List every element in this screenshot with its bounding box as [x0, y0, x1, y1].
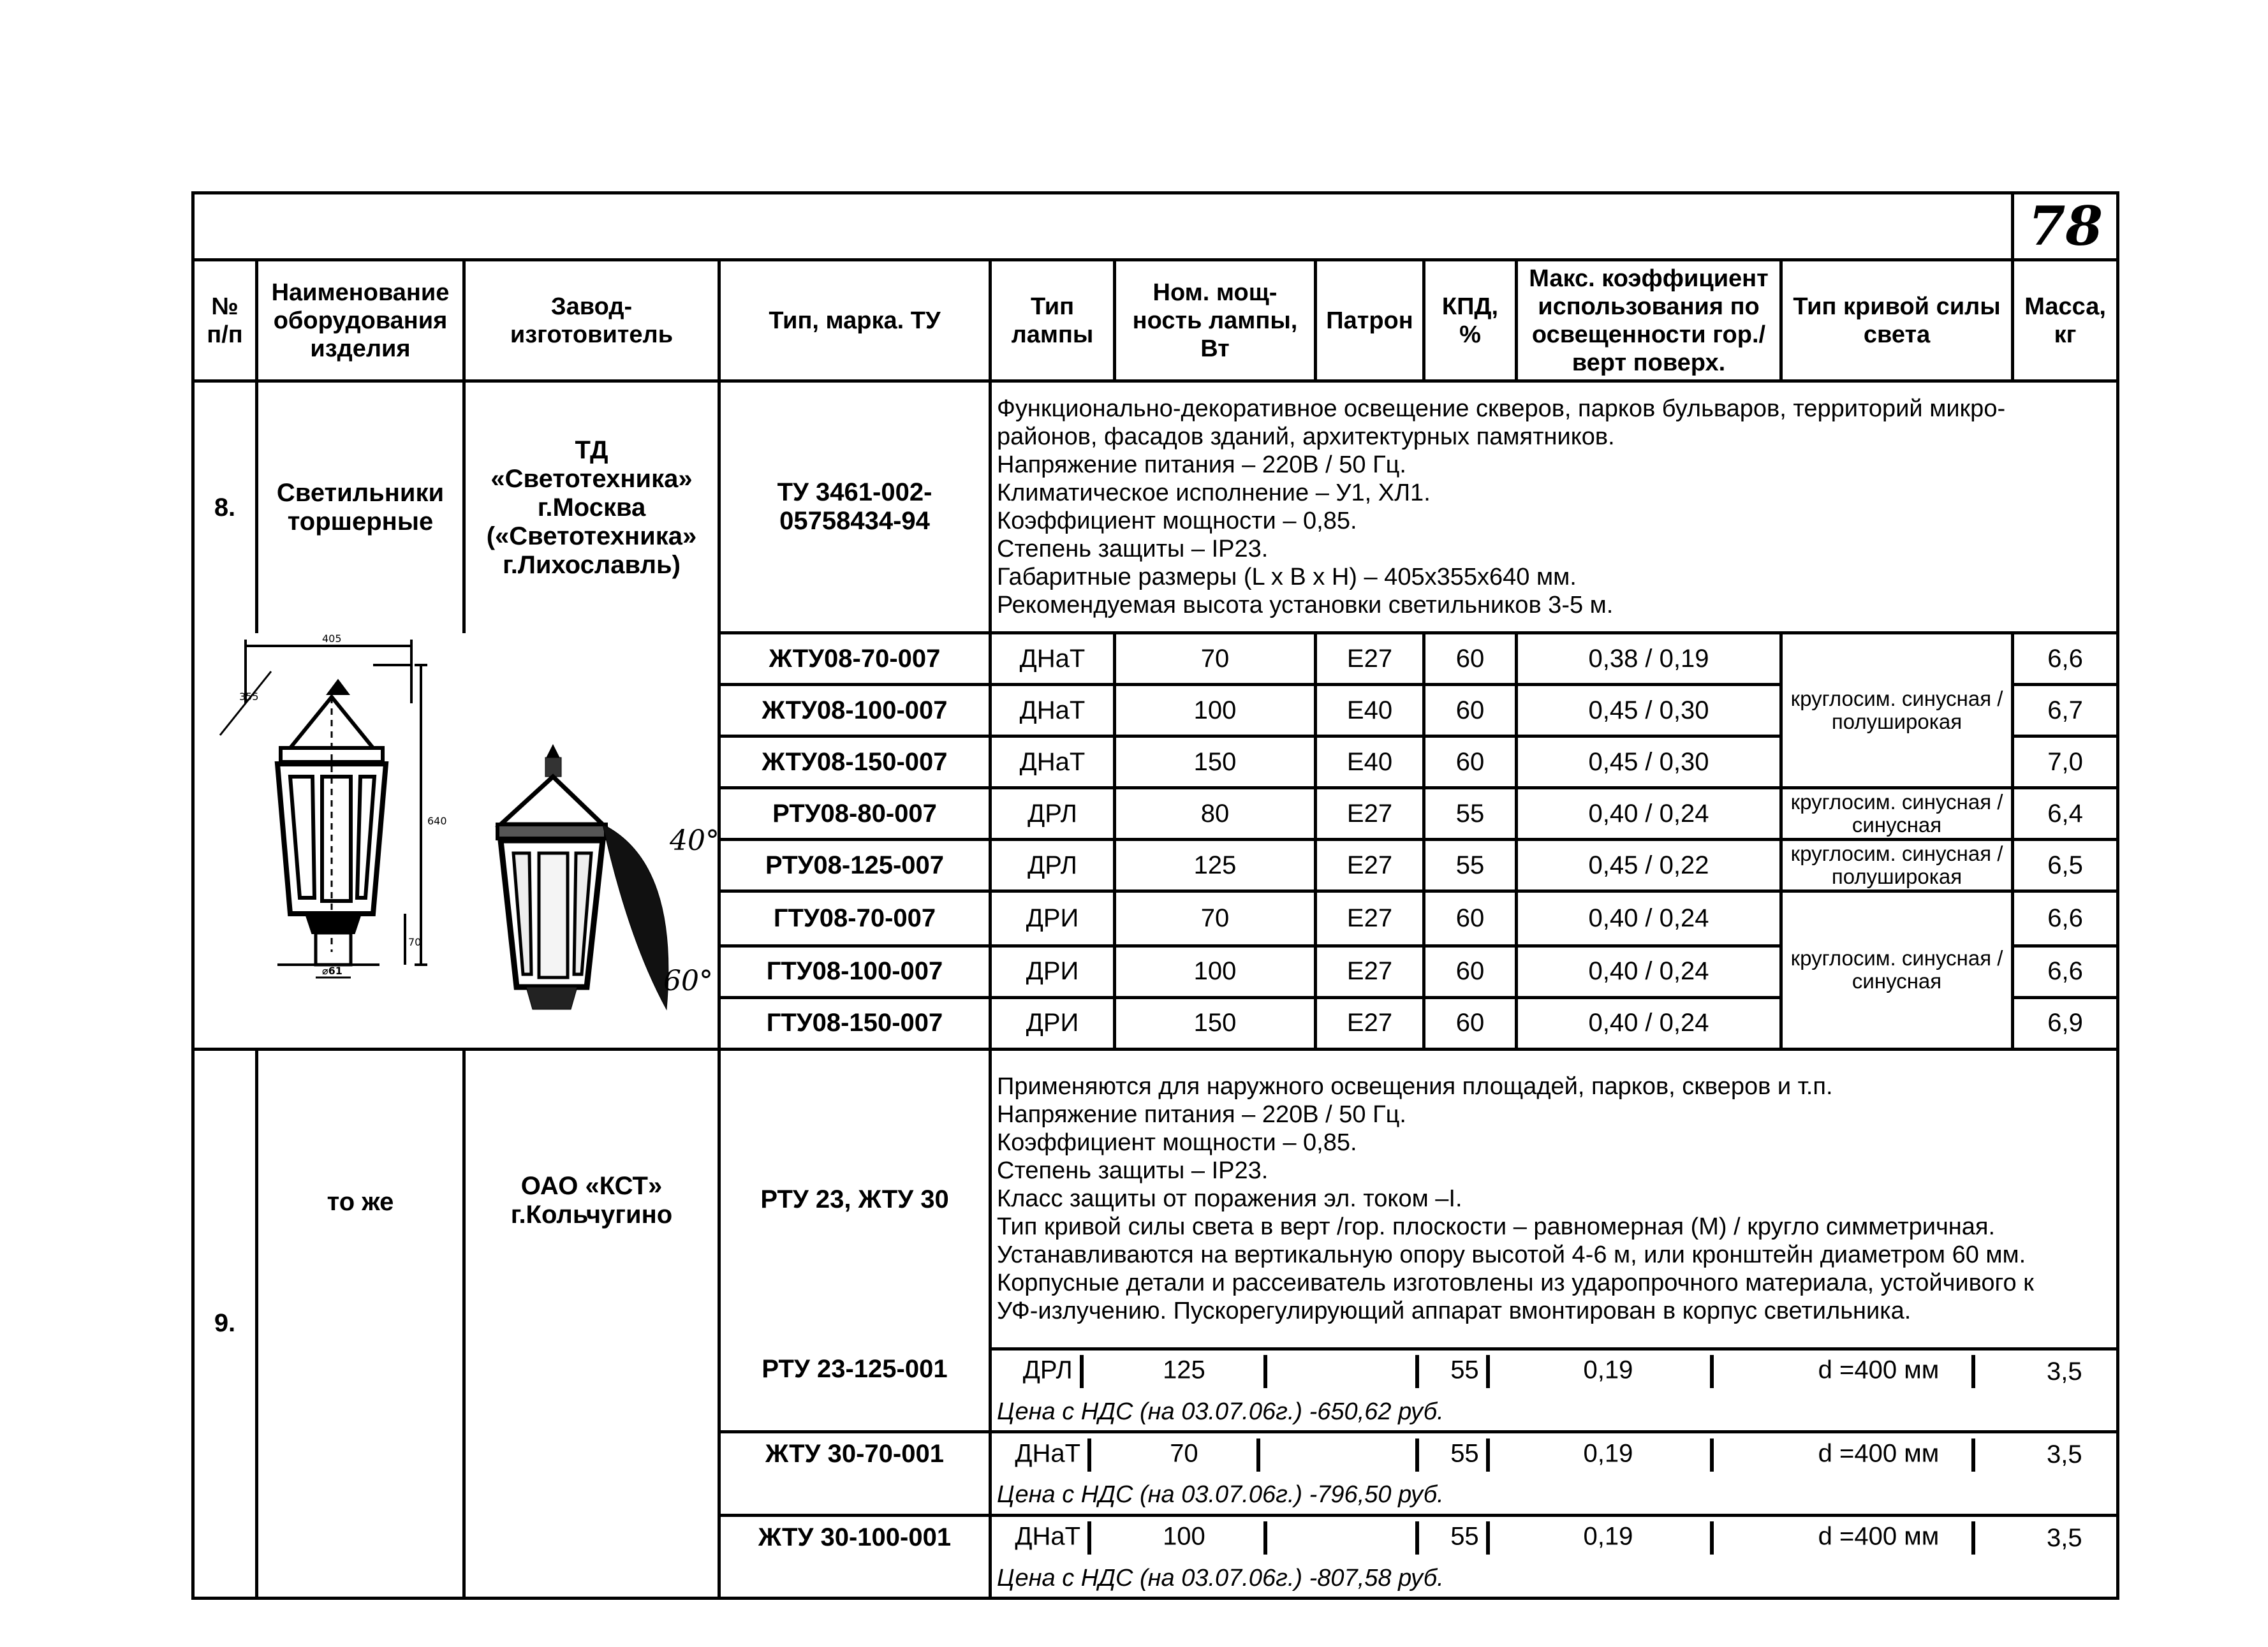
header-maker: Завод-изготовитель — [464, 260, 719, 381]
coef-cell: 0,19 — [1517, 1349, 1781, 1393]
kpd-cell: 55 — [1424, 840, 1517, 891]
lamp-cell: ДРЛ — [990, 1349, 1115, 1393]
header-lamp-type: Тип лампы — [990, 260, 1115, 381]
model-cell: ГТУ08-150-007 — [719, 997, 990, 1049]
page-number: 78 — [2028, 194, 2103, 258]
model-cell: РТУ 23-125-001 — [719, 1349, 990, 1432]
model-cell: ЖТУ 30-70-001 — [719, 1432, 990, 1516]
lamp-cell: ДРИ — [990, 946, 1115, 997]
dim-diameter-label: ⌀61 — [322, 964, 342, 977]
curve-cell: круглосим. синусная / синусная — [1781, 891, 2013, 1050]
description-line: Степень защиты – IP23. — [997, 536, 1269, 562]
dim-base-label: 70 — [408, 935, 422, 948]
section9-name: то же — [257, 1049, 464, 1599]
kpd-cell: 60 — [1424, 633, 1517, 685]
model-cell: РТУ08-125-007 — [719, 840, 990, 891]
curve-cell: d =400 мм — [1781, 1515, 2013, 1560]
model-cell: ГТУ08-70-007 — [719, 891, 990, 946]
mass-cell: 3,5 — [2013, 1515, 2118, 1560]
header-number: № п/п — [193, 260, 257, 381]
angle-bottom-label: 60° — [663, 964, 713, 997]
power-cell: 100 — [1115, 1515, 1316, 1560]
coef-cell: 0,38 / 0,19 — [1517, 633, 1781, 685]
kpd-cell: 55 — [1424, 1349, 1517, 1393]
socket-cell: Е27 — [1316, 997, 1424, 1049]
header-kpd: КПД, % — [1424, 260, 1517, 381]
kpd-cell: 60 — [1424, 685, 1517, 736]
socket-cell: Е27 — [1316, 946, 1424, 997]
header-type: Тип, марка. ТУ — [719, 260, 990, 381]
kpd-cell: 55 — [1424, 1432, 1517, 1477]
luminaire-photo — [497, 745, 668, 1009]
lamp-cell: ДНаТ — [990, 736, 1115, 788]
angle-top-label: 40° — [670, 824, 719, 857]
section8-maker: ТД «Светотехника» г.Москва («Светотехника» г.Лихославль) — [464, 381, 719, 633]
header-power: Ном. мощ-ность лампы, Вт — [1115, 260, 1316, 381]
model-cell: ГТУ08-100-007 — [719, 946, 990, 997]
power-cell: 125 — [1115, 840, 1316, 891]
coef-cell: 0,45 / 0,30 — [1517, 685, 1781, 736]
section8-name: Светильники торшерные — [257, 381, 464, 633]
mass-cell: 3,5 — [2013, 1432, 2118, 1477]
luminaire-drawing-svg — [195, 633, 721, 1041]
kpd-cell: 55 — [1424, 1515, 1517, 1560]
model-cell: РТУ08-80-007 — [719, 788, 990, 840]
socket-cell — [1316, 1432, 1424, 1477]
description-line: Тип кривой силы света в верт /гор. плоскости – равномерная (М) / кругло симметричная. — [997, 1213, 1996, 1240]
lamp-cell: ДНаТ — [990, 1432, 1115, 1477]
power-cell: 125 — [1115, 1349, 1316, 1393]
lamp-cell: ДНаТ — [990, 633, 1115, 685]
socket-cell: Е40 — [1316, 685, 1424, 736]
kpd-cell: 60 — [1424, 736, 1517, 788]
model-cell: ЖТУ08-70-007 — [719, 633, 990, 685]
column-headers — [193, 260, 2118, 381]
kpd-cell: 60 — [1424, 997, 1517, 1049]
socket-cell: Е27 — [1316, 633, 1424, 685]
curve-cell: d =400 мм — [1781, 1432, 2013, 1477]
socket-cell: Е27 — [1316, 840, 1424, 891]
description-line: Напряжение питания – 220В / 50 Гц. — [997, 1101, 1406, 1128]
section9-number: 9. — [193, 1049, 257, 1599]
price-text: Цена с НДС (на 03.07.06г.) -796,50 руб. — [990, 1477, 2118, 1516]
socket-cell: Е27 — [1316, 891, 1424, 946]
socket-cell: Е40 — [1316, 736, 1424, 788]
model-cell: ЖТУ 30-100-001 — [719, 1515, 990, 1599]
kpd-cell: 55 — [1424, 788, 1517, 840]
power-cell: 150 — [1115, 997, 1316, 1049]
luminaire-drawings — [193, 633, 719, 1050]
kpd-cell: 60 — [1424, 891, 1517, 946]
coef-cell: 0,40 / 0,24 — [1517, 891, 1781, 946]
lamp-cell: ДРИ — [990, 891, 1115, 946]
price-text: Цена с НДС (на 03.07.06г.) -807,58 руб. — [990, 1560, 2118, 1599]
kpd-cell: 60 — [1424, 946, 1517, 997]
dim-width-label: 405 — [322, 633, 342, 645]
description-line: Габаритные размеры (L x B x H) – 405x355x640 мм. — [997, 564, 1577, 590]
coef-cell: 0,19 — [1517, 1432, 1781, 1477]
price-text: Цена с НДС (на 03.07.06г.) -650,62 руб. — [990, 1393, 2118, 1432]
description-line: Устанавливаются на вертикальную опору высотой 4-6 м, или кронштейн диаметром 60 мм. — [997, 1241, 2026, 1268]
section9-maker: ОАО «КСТ» г.Кольчугино — [464, 1049, 719, 1599]
description-line: Применяются для наружного освещения площадей, парков, скверов и т.п. — [997, 1073, 1833, 1100]
curve-cell: круглосим. синусная / полуширокая — [1781, 840, 2013, 891]
socket-cell — [1316, 1515, 1424, 1560]
description-line: УФ-излучению. Пускорегулирующий аппарат вмонтирован в корпус светильника. — [997, 1298, 1911, 1324]
section8-number: 8. — [193, 381, 257, 633]
section9-description — [990, 1049, 2118, 1349]
description-line: Коэффициент мощности – 0,85. — [997, 1129, 1357, 1156]
mass-cell: 6,6 — [2013, 946, 2118, 997]
table-row — [193, 633, 2118, 685]
header-socket: Патрон — [1316, 260, 1424, 381]
curve-cell: круглосим. синусная / полуширокая — [1781, 633, 2013, 788]
description-line: Климатическое исполнение – У1, ХЛ1. — [997, 479, 1431, 506]
power-cell: 150 — [1115, 736, 1316, 788]
section8-description — [990, 381, 2118, 633]
header-mass: Масса, кг — [2013, 260, 2118, 381]
model-cell: ЖТУ08-100-007 — [719, 685, 990, 736]
mass-cell: 7,0 — [2013, 736, 2118, 788]
curve-cell: круглосим. синусная / синусная — [1781, 788, 2013, 840]
section9-description-row — [193, 1049, 2118, 1349]
lamp-cell: ДРИ — [990, 997, 1115, 1049]
coef-cell: 0,40 / 0,24 — [1517, 946, 1781, 997]
coef-cell: 0,19 — [1517, 1515, 1781, 1560]
coef-cell: 0,40 / 0,24 — [1517, 788, 1781, 840]
description-line: Напряжение питания – 220В / 50 Гц. — [997, 451, 1406, 478]
mass-cell: 6,4 — [2013, 788, 2118, 840]
header-max-coefficient: Макс. коэффициент использования по освещенности гор./верт поверх. — [1517, 260, 1781, 381]
description-line: районов, фасадов зданий, архитектурных памятников. — [997, 423, 1615, 450]
description-line: Функционально-декоративное освещение скверов, парков бульваров, территорий микро- — [997, 395, 2006, 422]
socket-cell — [1316, 1349, 1424, 1393]
coef-cell: 0,45 / 0,30 — [1517, 736, 1781, 788]
power-cell: 100 — [1115, 685, 1316, 736]
description-line: Рекомендуемая высота установки светильников 3-5 м. — [997, 592, 1614, 619]
power-cell: 70 — [1115, 1432, 1316, 1477]
description-line: Степень защиты – IP23. — [997, 1157, 1269, 1184]
header-light-curve: Тип кривой силы света — [1781, 260, 2013, 381]
socket-cell: Е27 — [1316, 788, 1424, 840]
section9-tu: РТУ 23, ЖТУ 30 — [719, 1049, 990, 1349]
power-cell: 100 — [1115, 946, 1316, 997]
power-cell: 70 — [1115, 891, 1316, 946]
equipment-table — [191, 191, 2119, 1600]
curve-cell: d =400 мм — [1781, 1349, 2013, 1393]
mass-cell: 3,5 — [2013, 1349, 2118, 1393]
section8-description-row — [193, 381, 2118, 633]
lamp-cell: ДНаТ — [990, 1515, 1115, 1560]
power-cell: 70 — [1115, 633, 1316, 685]
description-line: Коэффициент мощности – 0,85. — [997, 508, 1357, 534]
coef-cell: 0,40 / 0,24 — [1517, 997, 1781, 1049]
description-line: Корпусные детали и рассеиватель изготовлены из ударопрочного материала, устойчивого к — [997, 1270, 2034, 1296]
coef-cell: 0,45 / 0,22 — [1517, 840, 1781, 891]
dim-height-label: 640 — [427, 814, 447, 827]
mass-cell: 6,7 — [2013, 685, 2118, 736]
lamp-cell: ДНаТ — [990, 685, 1115, 736]
lamp-cell: ДРЛ — [990, 840, 1115, 891]
power-cell: 80 — [1115, 788, 1316, 840]
mass-cell: 6,5 — [2013, 840, 2118, 891]
dim-depth-label: 355 — [239, 690, 259, 703]
section8-tu: ТУ 3461-002-05758434-94 — [719, 381, 990, 633]
mass-cell: 6,9 — [2013, 997, 2118, 1049]
header-top-strip — [193, 193, 2118, 260]
lamp-cell: ДРЛ — [990, 788, 1115, 840]
model-cell: ЖТУ08-150-007 — [719, 736, 990, 788]
header-name: Наименование оборудования изделия — [257, 260, 464, 381]
mass-cell: 6,6 — [2013, 633, 2118, 685]
description-line: Класс защиты от поражения эл. током –I. — [997, 1185, 1462, 1212]
mass-cell: 6,6 — [2013, 891, 2118, 946]
